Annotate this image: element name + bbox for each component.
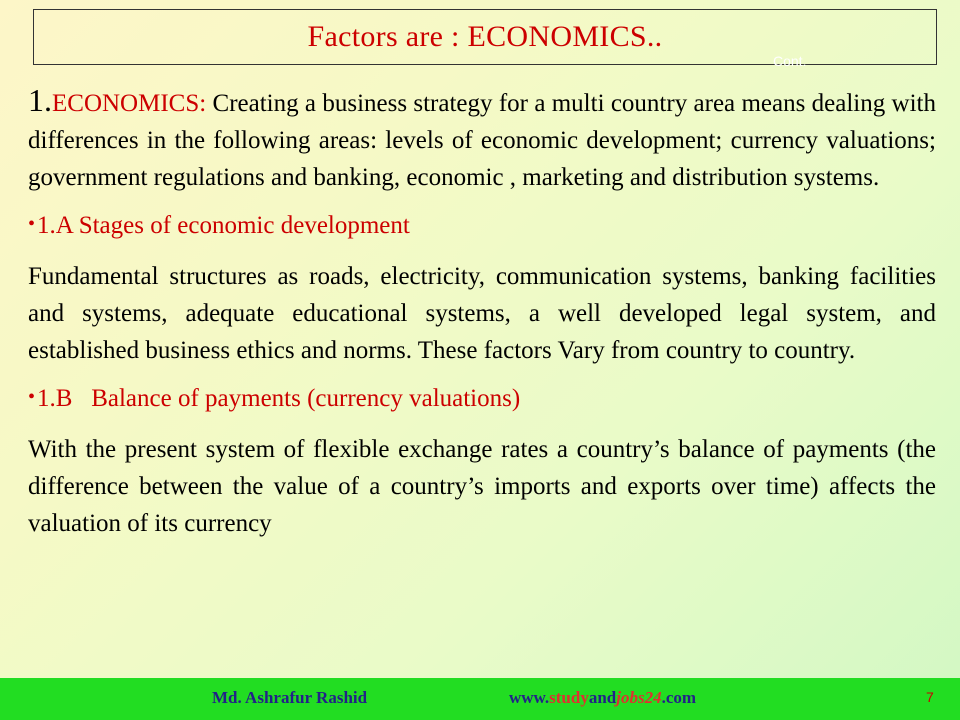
bullet-b-marker: • [28,386,36,408]
bullet-b-heading: 1.B Balance of payments (currency valuations) [37,385,521,412]
footer-author: Md. Ashrafur Rashid [212,688,368,707]
section-1-heading: ECONOMICS: [52,90,207,117]
page-number: 7 [926,689,934,705]
footer-bar [0,678,960,720]
url-suffix: .com [661,688,697,707]
bullet-a-marker: • [28,213,36,235]
section-1-paragraph [28,82,936,196]
section-1-body: Creating a business strategy for a multi country area means dealing with differences in the following areas: levels of economic development; currency valuations; government regulations and banking, economic , marketing and distribution systems. [28,90,936,191]
bullet-b-body: With the present system of flexible exchange rates a country’s balance of payments (the difference between the value of a country’s imports and exports over time) affects the valuation of its currency [28,436,936,537]
url-and: and [588,688,617,707]
slide-content [28,82,936,542]
url-jobs: jobs24 [616,688,662,707]
cont-label: Cont. [773,53,807,69]
bullet-a-heading: 1.A Stages of economic development [37,212,410,239]
bullet-a-body: Fundamental structures as roads, electricity, communication systems, banking facilities and systems, adequate educational systems, a well developed legal system, and established business ethics and norms. These factors Vary from country to country. [28,263,936,364]
slide-title: Factors are : ECONOMICS.. [307,20,663,53]
section-1-number: 1. [28,82,52,118]
bullet-a-heading-line [28,206,936,244]
url-study: study [549,688,589,707]
footer-url[interactable] [509,688,696,708]
bullet-b-heading-line [28,379,936,417]
url-prefix: www. [509,688,550,707]
